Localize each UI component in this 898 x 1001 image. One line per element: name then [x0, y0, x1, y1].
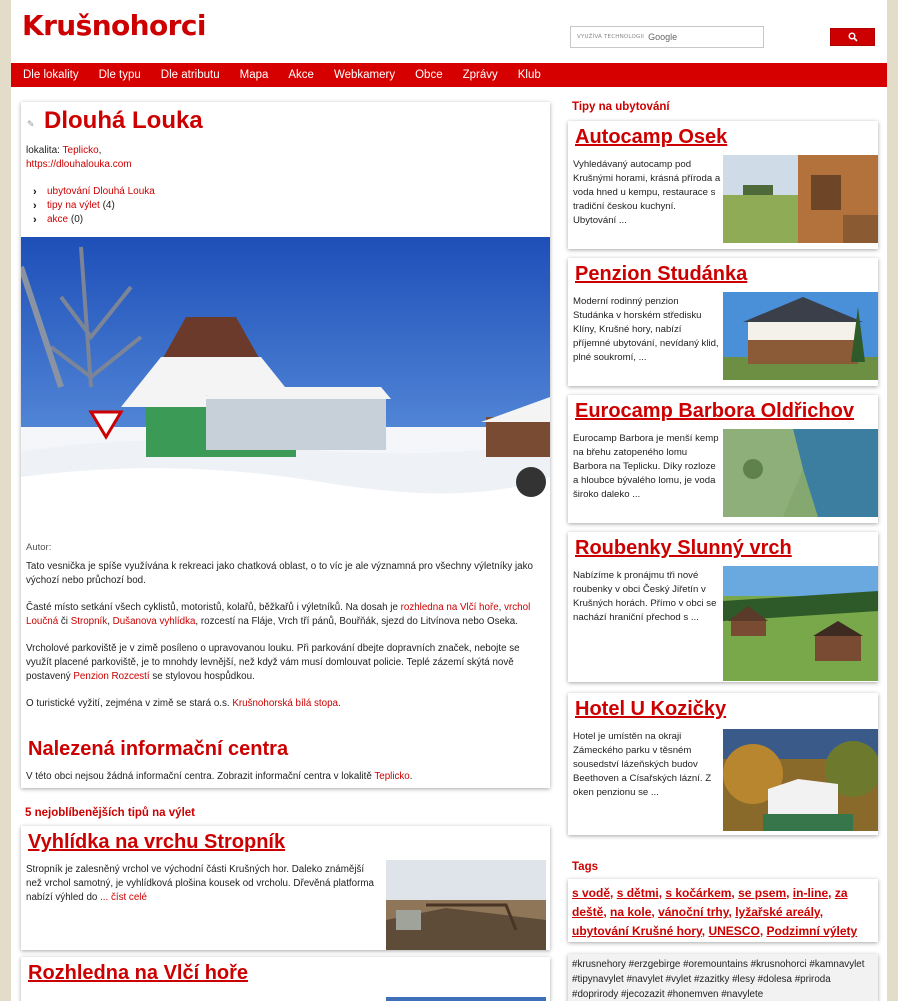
accommodation-heading: Tipy na ubytování — [572, 101, 670, 113]
text: . — [409, 771, 413, 782]
hashtags: #krusnehory #erzgebirge #oremountains #krusnohorci #kamnavylet #tipynavylet #navylet #vylet #zazitky #lesy #dolesa #priroda #doprirody #jecozazit #honemven #navylete — [568, 954, 878, 1001]
text: . — [338, 698, 341, 709]
accommodation-title[interactable]: Autocamp Osek — [575, 126, 728, 148]
text: či — [58, 616, 71, 627]
ubytovani-link[interactable]: ubytování Dlouhá Louka — [47, 186, 155, 197]
tag-link[interactable]: vánoční trhy — [658, 905, 729, 919]
main-nav — [11, 63, 887, 87]
paragraph: Tato vesnička je spíše využívána k rekreaci jako chatková oblast, o to víc je ale významná pro všechny výletníky jako výchozí nebo průchozí bod. — [26, 561, 533, 586]
text: Časté místo setkání všech cyklistů, motoristů, kolařů, běžkařů i výletníků. Na dosah je — [26, 602, 401, 613]
accommodation-image — [723, 429, 878, 517]
text: O turistické vyžití, zejména v zimě se stará o.s. — [26, 698, 233, 709]
list-item — [33, 185, 155, 199]
chevron-right-icon: › — [33, 200, 37, 212]
page-title: Dlouhá Louka — [44, 107, 203, 134]
tip-card[interactable] — [21, 957, 550, 1001]
accommodation-image — [723, 566, 878, 681]
accommodation-card[interactable] — [568, 395, 878, 523]
nav-item-zpravy[interactable]: Zprávy — [462, 69, 498, 81]
tip-image — [386, 997, 546, 1001]
page — [11, 0, 887, 1001]
accommodation-text: Hotel je umístěn na okraji Zámeckého parku v těsném sousedství lázeňských budov Beethoven a Císařských lázní. Z oken penzionu se ... — [573, 731, 712, 798]
read-more-link[interactable]: ... číst celé — [100, 892, 147, 903]
text: V této obci nejsou žádná informační centra. Zobrazit informační centra v lokalitě — [26, 771, 375, 782]
akce-count: (0) — [70, 214, 84, 225]
tag-link[interactable]: UNESCO — [708, 924, 760, 938]
text: , — [498, 602, 505, 613]
accommodation-text: Nabízíme k pronájmu tři nové roubenky v obci Český Jiřetín v Krušných horách. Přímo v obci se nachází hraniční přechod s ... — [573, 570, 717, 623]
accommodation-image — [723, 155, 878, 243]
nav-item-mapa[interactable]: Mapa — [239, 69, 269, 81]
nav-item-typu[interactable]: Dle typu — [98, 69, 141, 81]
nav-item-obce[interactable]: Obce — [415, 69, 443, 81]
edit-icon[interactable]: ✎ — [27, 120, 35, 130]
search-powered-label: VYUŽÍVÁ TECHNOLOGII — [577, 34, 645, 40]
village-meta: lokalita: Teplicko, https://dlouhalouka.com — [26, 145, 132, 170]
tag-link[interactable]: Podzimní výlety — [766, 924, 858, 938]
tipy-count: (4) — [102, 200, 115, 211]
search-icon — [848, 32, 858, 42]
link-stropnik[interactable]: Stropník — [70, 616, 108, 627]
accommodation-title[interactable]: Roubenky Slunný vrch — [575, 537, 792, 559]
paragraph — [26, 642, 544, 684]
list-item — [33, 199, 155, 213]
accommodation-card[interactable] — [568, 258, 878, 386]
text: se stylovou hospůdkou. — [149, 671, 255, 682]
tip-text — [26, 863, 381, 905]
accommodation-card[interactable] — [568, 121, 878, 249]
tag-link[interactable]: ubytování Krušné hory — [572, 924, 702, 938]
accommodation-card[interactable] — [568, 532, 878, 682]
nav-item-atributu[interactable]: Dle atributu — [160, 69, 220, 81]
tip-card[interactable] — [21, 826, 550, 950]
tag-link[interactable]: za deště — [572, 886, 848, 919]
akce-link[interactable]: akce — [47, 214, 69, 225]
tag-cloud: s vodě, s dětmi, s kočárkem, se psem, in-line, za deště, na kole, vánoční trhy, lyžařské areály, ubytování Krušné hory, UNESCO, Podzimní výlety — [568, 879, 878, 942]
text: , — [107, 616, 113, 627]
link-loucna[interactable]: vrchol Loučná — [26, 602, 531, 627]
text: Stropník je zalesněný vrchol ve východní části Krušných hor. Daleko známější než vrchol samotný, je vyhlídková plošina kousek od vrcholu. Dřevěná platforma nabízí výhled do — [26, 864, 374, 903]
info-centers-text — [26, 771, 412, 782]
link-vlci-hora[interactable]: rozhledna na Vlčí hoře — [400, 602, 499, 613]
link-penzion-rozcesti[interactable]: Penzion Rozcestí — [73, 671, 150, 682]
accommodation-title[interactable]: Hotel U Kozičky — [575, 698, 727, 720]
village-photo — [21, 237, 550, 535]
tags-heading: Tags — [572, 861, 598, 873]
nav-item-webkamery[interactable]: Webkamery — [333, 69, 396, 81]
link-bila-stopa[interactable]: Krušnohorská bílá stopa — [232, 698, 338, 709]
author-label: Autor: — [26, 542, 52, 553]
nav-item-klub[interactable]: Klub — [517, 69, 541, 81]
accommodation-card[interactable] — [568, 693, 878, 835]
list-item — [33, 213, 155, 227]
tag-link[interactable]: s vodě — [572, 886, 611, 900]
paragraph — [26, 601, 544, 629]
accommodation-title[interactable]: Penzion Studánka — [575, 263, 748, 285]
accommodation-image — [723, 292, 878, 380]
tip-image — [386, 860, 546, 950]
accommodation-image — [723, 729, 878, 831]
tag-link[interactable]: s kočárkem — [665, 886, 732, 900]
accommodation-title[interactable]: Eurocamp Barbora Oldřichov — [575, 400, 854, 422]
search-input[interactable] — [570, 26, 764, 48]
village-card — [21, 102, 550, 788]
tag-link[interactable]: na kole — [610, 905, 652, 919]
site-logo[interactable]: Krušnohorci — [22, 9, 206, 42]
top-tips-heading: 5 nejoblíbenějších tipů na výlet — [25, 807, 195, 819]
tag-link[interactable]: in-line — [792, 886, 829, 900]
link-dusanova[interactable]: Dušanova vyhlídka — [112, 616, 196, 627]
info-centers-heading: Nalezená informační centra — [28, 738, 289, 760]
info-teplicko-link[interactable]: Teplicko — [374, 771, 410, 782]
tag-link[interactable]: lyžařské areály — [735, 905, 820, 919]
accommodation-text: Vyhledávaný autocamp pod Krušnými horami, krásná příroda a voda hned u kempu, restaurace s tradiční českou kuchyní. Ubytování ... — [573, 159, 721, 226]
chevron-right-icon: › — [33, 186, 37, 198]
nav-item-lokality[interactable]: Dle lokality — [23, 69, 79, 81]
accommodation-text: Eurocamp Barbora je menší kemp na břehu zatopeného lomu Barbora na Teplicku. Díky rozloze a hloubce bývalého lomu, je voda široko daleko ... — [573, 433, 719, 500]
lokalita-link[interactable]: Teplicko — [62, 145, 99, 156]
accommodation-text: Moderní rodinný penzion Studánka v horském středisku Klíny, Krušné hory, nabízí příjemné ubytování, nevídaný klid, plné soukromí, ... — [573, 296, 719, 363]
village-url-link[interactable]: https://dlouhalouka.com — [26, 159, 132, 170]
village-description — [26, 560, 544, 724]
google-label: Google — [648, 32, 678, 42]
text: , rozcestí na Fláje, Vrch tří pánů, Bouřňák, sjezd do Litvínova nebo Oseka. — [195, 616, 518, 627]
tag-link[interactable]: s dětmi — [616, 886, 659, 900]
text: Vrcholové parkoviště je v zimě posíleno o upravovanou louku. Při parkování dbejte dopravních značek, nebojte se využít placené parkoviště, je to mnohdy levnější, než když vám musí domlouvat policie. Teplé zázemí skýtá nově postavený — [26, 643, 520, 682]
tag-link[interactable]: se psem — [738, 886, 787, 900]
nav-item-akce[interactable]: Akce — [288, 69, 314, 81]
paragraph — [26, 697, 544, 711]
search-button[interactable] — [830, 28, 875, 46]
chevron-right-icon: › — [33, 214, 37, 226]
tip-title[interactable]: Vyhlídka na vrchu Stropník — [28, 831, 286, 853]
lokalita-label: lokalita: — [26, 145, 60, 156]
village-links — [33, 185, 155, 227]
tip-title[interactable]: Rozhledna na Vlčí hoře — [28, 962, 249, 984]
tipy-link[interactable]: tipy na výlet — [47, 200, 100, 211]
